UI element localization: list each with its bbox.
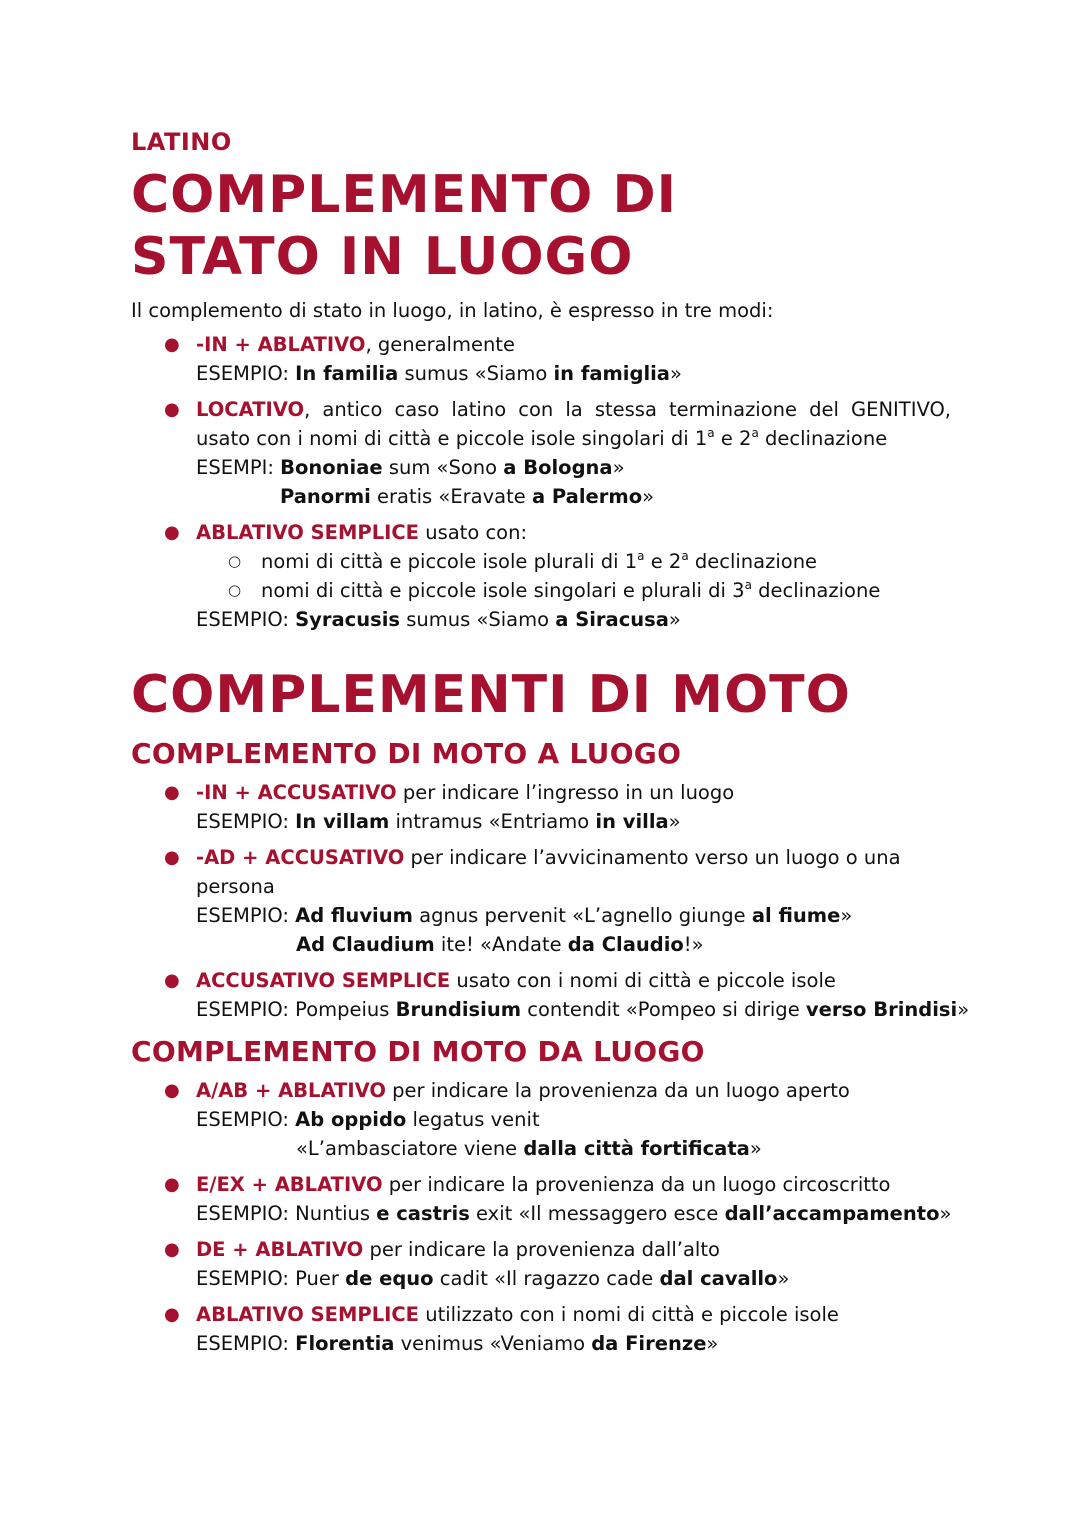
list-item: ● -IN + ABLATIVO, generalmente ESEMPIO: In familia sumus «Siamo in famiglia» bbox=[131, 330, 951, 388]
bullet-dot-icon: ● bbox=[164, 399, 180, 420]
list-item: ● DE + ABLATIVO per indicare la provenienza dall’alto ESEMPIO: Puer de equo cadit «Il ragazzo cade dal cavallo» bbox=[131, 1235, 951, 1293]
bullet-dot-icon: ● bbox=[164, 1239, 180, 1260]
list-item: ● ABLATIVO SEMPLICE usato con: ○ nomi di città e piccole isole plurali di 1$^a$ e 2$^a$ declinazione ○ nomi di città e piccole isole singolari e plurali di 3$^a$ declinazione ESEMPIO: Syracusis sumus «Siamo a Siracusa» bbox=[131, 518, 951, 634]
bullet-dot-icon: ● bbox=[164, 970, 180, 991]
sub-list bbox=[196, 547, 951, 605]
hollow-circle-icon: ○ bbox=[228, 552, 242, 570]
list-item: ● A/AB + ABLATIVO per indicare la provenienza da un luogo aperto ESEMPIO: Ab oppido legatus venit «L’ambasciatore viene dalla città fortificata» bbox=[131, 1076, 951, 1163]
title-line-1: COMPLEMENTO DI bbox=[131, 165, 677, 225]
list-item: ● LOCATIVO, antico caso latino con la stessa terminazione del GENITIVO, usato con i nomi di città e piccole isole singolari di 1$^a$ e 2$^a$ declinazione ESEMPI: Bononiae sum «Sono a Bologna» Panormi eratis «Eravate a Palermo» bbox=[131, 395, 951, 511]
sub-list-item: ○ nomi di città e piccole isole singolari e plurali di 3$^a$ declinazione bbox=[196, 576, 951, 605]
heading-moto-da-luogo: COMPLEMENTO DI MOTO DA LUOGO bbox=[131, 1035, 705, 1068]
bullet-dot-icon: ● bbox=[164, 1304, 180, 1325]
bullet-dot-icon: ● bbox=[164, 847, 180, 868]
subject-label: LATINO bbox=[131, 128, 232, 156]
bullet-dot-icon: ● bbox=[164, 522, 180, 543]
list-item: ● -IN + ACCUSATIVO per indicare l’ingresso in un luogo ESEMPIO: In villam intramus «Entriamo in villa» bbox=[131, 778, 951, 836]
heading-moto-a-luogo: COMPLEMENTO DI MOTO A LUOGO bbox=[131, 737, 682, 770]
moto-da-list bbox=[131, 1076, 951, 1358]
sub-list-item: ○ nomi di città e piccole isole plurali di 1$^a$ e 2$^a$ declinazione bbox=[196, 547, 951, 576]
moto-a-list bbox=[131, 778, 970, 1024]
list-item: ● ABLATIVO SEMPLICE utilizzato con i nomi di città e piccole isole ESEMPIO: Florentia venimus «Veniamo da Firenze» bbox=[131, 1300, 951, 1358]
bullet-dot-icon: ● bbox=[164, 782, 180, 803]
stato-list bbox=[131, 330, 951, 634]
bullet-dot-icon: ● bbox=[164, 1080, 180, 1101]
intro-text: Il complemento di stato in luogo, in latino, è espresso in tre modi: bbox=[131, 299, 774, 322]
list-item: ● ACCUSATIVO SEMPLICE usato con i nomi di città e piccole isole ESEMPIO: Pompeius Brundisium contendit «Pompeo si dirige verso Brindisi» bbox=[131, 966, 951, 1024]
title-complementi-di-moto: COMPLEMENTI DI MOTO bbox=[131, 665, 851, 725]
list-item: ● E/EX + ABLATIVO per indicare la provenienza da un luogo circoscritto ESEMPIO: Nuntius e castris exit «Il messaggero esce dall’accampamento» bbox=[131, 1170, 951, 1228]
title-stato-in-luogo bbox=[131, 164, 951, 288]
hollow-circle-icon: ○ bbox=[228, 581, 242, 599]
document-page bbox=[131, 124, 970, 1365]
list-item: ● -AD + ACCUSATIVO per indicare l’avvicinamento verso un luogo o una persona ESEMPIO: Ad fluvium agnus pervenit «L’agnello giunge al fiume» Ad Claudium ite! «Andate da Claudio!» bbox=[131, 843, 951, 959]
bullet-dot-icon: ● bbox=[164, 334, 180, 355]
title-line-2: STATO IN LUOGO bbox=[131, 227, 634, 287]
bullet-dot-icon: ● bbox=[164, 1174, 180, 1195]
